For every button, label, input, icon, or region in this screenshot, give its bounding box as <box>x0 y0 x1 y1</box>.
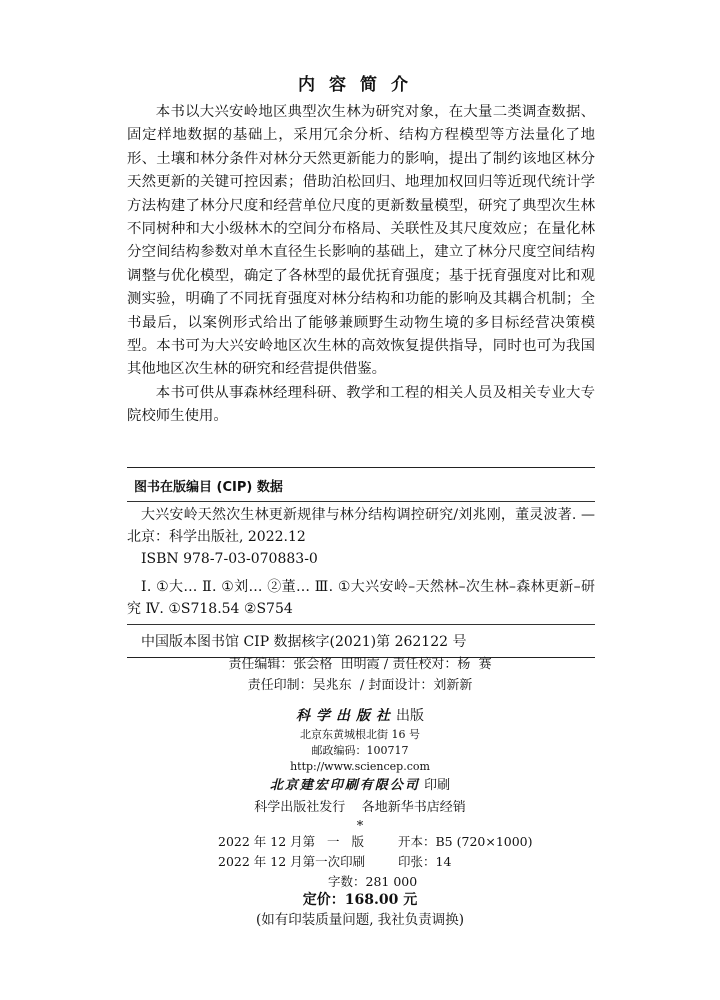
quality-note: (如有印装质量问题, 我社负责调换) <box>255 912 465 928</box>
publisher-address: 北京东黄城根北街 16 号 <box>300 728 420 741</box>
publisher-suffix: 出版 <box>396 708 424 724</box>
edition-info <box>0 832 720 892</box>
publisher-line <box>0 705 720 727</box>
cip-body <box>127 501 595 625</box>
price-label: 定价： <box>302 892 345 908</box>
separator-star: * <box>356 819 364 834</box>
publisher-logo-text: 科学出版社 <box>296 708 396 724</box>
abstract-paragraph: 本书以大兴安岭地区典型次生林为研究对象，在大量二类调查数据、固定样地数据的基础上，采用冗余分析、结构方程模型等方法量化了地形、土壤和林分条件对林分天然更新能力的影响，提出了制约该地区林分天然更新的关键可控因素；借助泊松回归、地理加权回归等近现代统计学方法构建了林分尺度和经营单位尺度的更新数量模型，研究了典型次生林不同树种和大小级林木的空间分布格局、关联性及其尺度效应；在量化林分空间结构参数对单木直径生长影响的基础上，建立了林分尺度空间结构调整与优化模型，确定了各林型的最优抚育强度；基于抚育强度对比和观测实验，明确了不同抚育强度对林分结构和功能的影响及其耦合机制；全书最后，以案例形式给出了能够兼顾野生动物生境的多目标经营决策模型。本书可为大兴安岭地区次生林的高效恢复提供指导，同时也可为我国其他地区次生林的研究和经营提供借鉴。 <box>127 104 595 378</box>
publisher-postcode: 邮政编码：100717 <box>311 744 409 757</box>
edition-sheets: 印张：14 <box>398 854 452 869</box>
page-title: 内容简介 <box>298 75 422 95</box>
credits-line-production: 责任印制：吴兆东 / 封面设计：刘新新 <box>247 678 473 693</box>
cip-heading: 图书在版编目 (CIP) 数据 <box>134 480 283 495</box>
printer-suffix: 印刷 <box>424 778 451 793</box>
editorial-credits <box>0 654 720 696</box>
credits-line-editors: 责任编辑：张会格 田明霞 / 责任校对：杨 赛 <box>228 657 492 672</box>
book-abstract <box>127 101 595 429</box>
cip-description: 大兴安岭天然次生林更新规律与林分结构调控研究/刘兆刚，董灵波著. —北京：科学出版社, 2022.12 <box>127 507 595 545</box>
cip-isbn: ISBN 978-7-03-070883-0 <box>141 551 318 567</box>
edition-row <box>0 852 720 872</box>
price-value: 168.00 元 <box>344 892 418 908</box>
cip-data-block <box>127 467 595 658</box>
cip-record-number: 中国版本图书馆 CIP 数据核字(2021)第 262122 号 <box>141 634 467 650</box>
edition-row <box>0 832 720 852</box>
distribution-line: 科学出版社发行 各地新华书店经销 <box>254 800 466 815</box>
printer-line <box>0 775 720 797</box>
cip-classification: Ⅰ. ①大… Ⅱ. ①刘… ②董… Ⅲ. ①大兴安岭–天然林–次生林–森林更新–研究 Ⅳ. ①S718.54 ②S754 <box>127 579 595 617</box>
edition-printing: 2022 年 12 月第一次印刷 <box>218 854 366 869</box>
printer-name: 北京建宏印刷有限公司 <box>269 778 420 793</box>
publisher-url: http://www.sciencep.com <box>290 760 430 773</box>
price-block <box>0 890 720 930</box>
edition-word-count: 字数：281 000 <box>328 874 418 889</box>
publisher-info <box>0 705 720 835</box>
price-line <box>0 890 720 910</box>
edition-format: 开本：B5 (720×1000) <box>398 834 533 849</box>
abstract-paragraph: 本书可供从事森林经理科研、教学和工程的相关人员及相关专业大专院校师生使用。 <box>127 384 595 425</box>
edition-first: 2022 年 12 月第 一 版 <box>218 834 364 849</box>
edition-row <box>0 872 720 892</box>
